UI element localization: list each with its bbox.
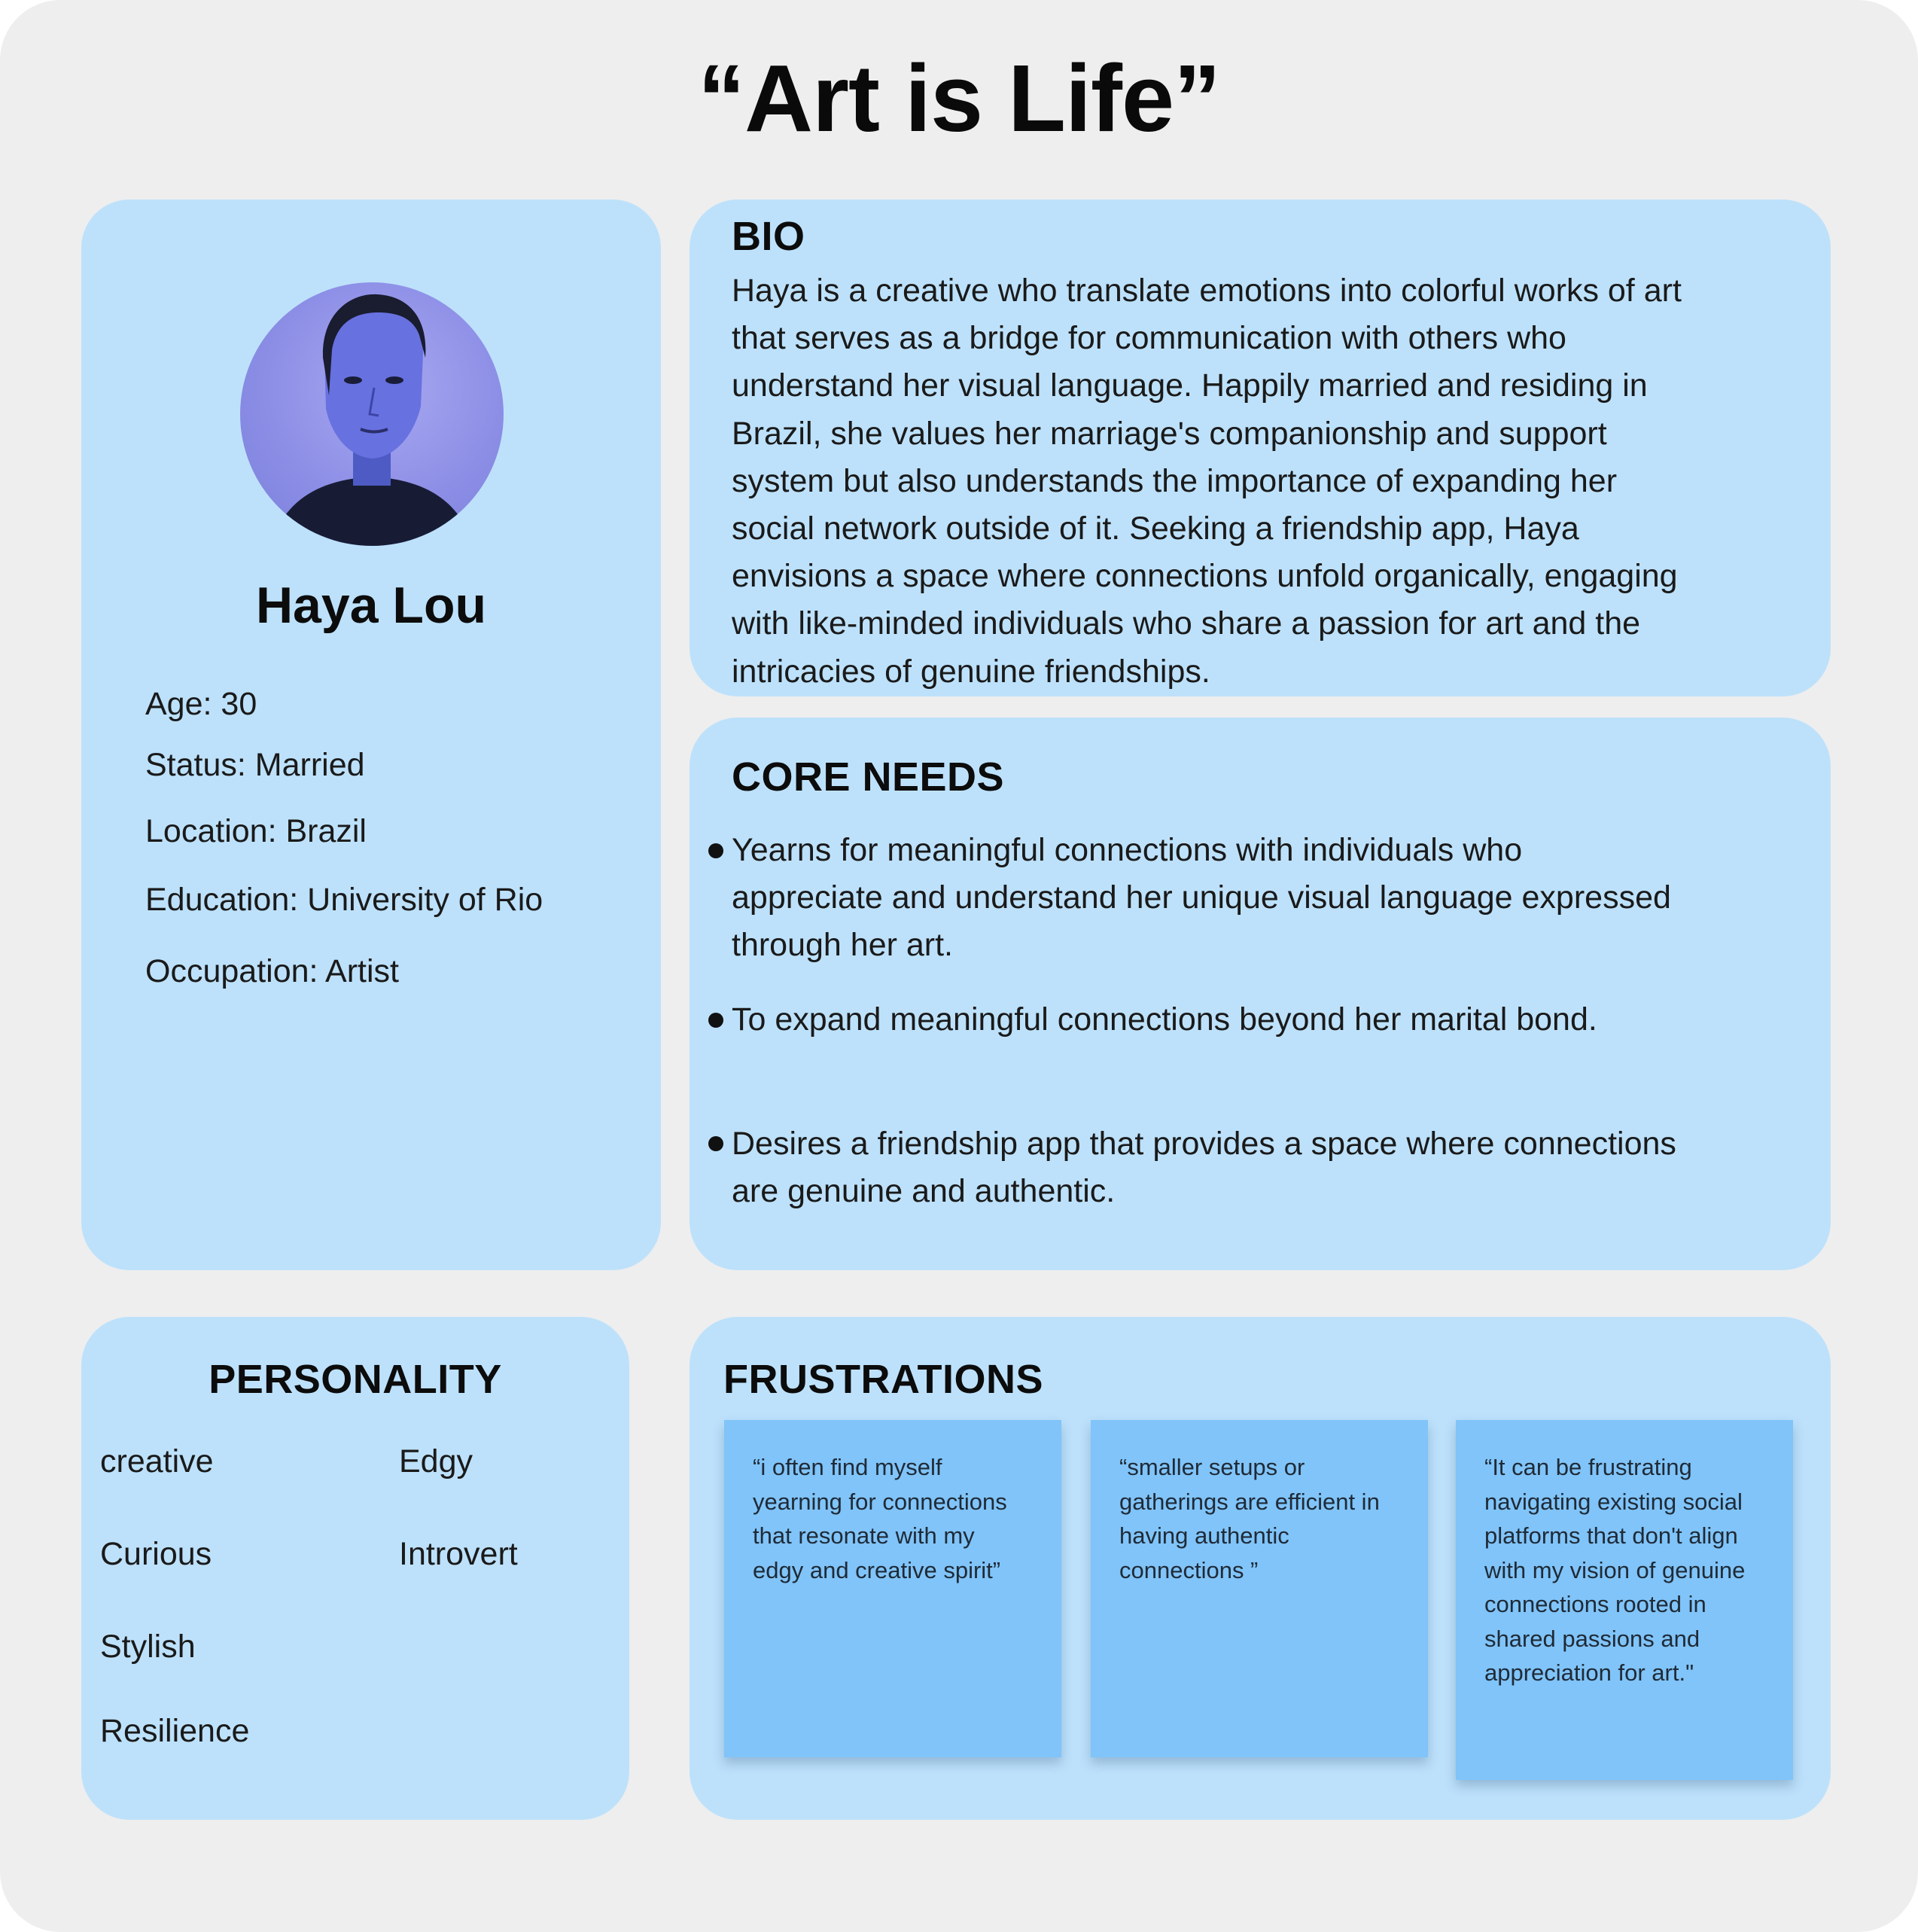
persona-quote-title: “Art is Life” bbox=[697, 45, 1221, 151]
core-need-line: Yearns for meaningful connections with individuals who bbox=[732, 832, 1523, 868]
frustration-sticky-note bbox=[1091, 1420, 1428, 1757]
frustration-sticky-note bbox=[1456, 1420, 1793, 1780]
core-need-line: appreciate and understand her unique visual language expressed bbox=[732, 879, 1671, 916]
frustration-quote-line: “i often find myself bbox=[753, 1454, 942, 1480]
bullet-icon bbox=[708, 1013, 723, 1028]
frustration-quote bbox=[1484, 1450, 1786, 1690]
core-need-item bbox=[732, 827, 1816, 969]
frustration-quote-line: appreciation for art." bbox=[1484, 1659, 1694, 1686]
frustration-quote-line: “It can be frustrating bbox=[1484, 1454, 1692, 1480]
personality-card bbox=[81, 1317, 629, 1820]
bio-line: Haya is a creative who translate emotions into colorful works of art bbox=[732, 273, 1682, 309]
avatar-portrait-image bbox=[240, 282, 504, 546]
persona-location: Location: Brazil bbox=[145, 813, 367, 849]
frustration-quote-line: with my vision of genuine bbox=[1484, 1556, 1746, 1583]
frustration-quote-line: shared passions and bbox=[1484, 1625, 1700, 1652]
frustrations-heading: FRUSTRATIONS bbox=[723, 1357, 1043, 1402]
bio-text bbox=[732, 267, 1816, 696]
frustration-quote-line: having authentic bbox=[1119, 1522, 1289, 1549]
persona-education: Education: University of Rio bbox=[145, 882, 543, 918]
frustration-quote-line: platforms that don't align bbox=[1484, 1522, 1738, 1549]
persona-occupation: Occupation: Artist bbox=[145, 953, 399, 989]
personality-trait: Edgy bbox=[399, 1443, 473, 1479]
bio-line: system but also understands the importance of expanding her bbox=[732, 462, 1618, 499]
frustration-quote-line: connections ” bbox=[1119, 1556, 1259, 1583]
frustration-sticky-note bbox=[724, 1420, 1061, 1757]
bullet-icon bbox=[708, 843, 723, 858]
bio-line: Brazil, she values her marriage's companionship and support bbox=[732, 415, 1607, 452]
persona-name: Haya Lou bbox=[255, 577, 487, 634]
frustration-quote-line: yearning for connections bbox=[753, 1488, 1007, 1515]
bio-line: envisions a space where connections unfold organically, engaging bbox=[732, 558, 1678, 595]
core-need-line: are genuine and authentic. bbox=[732, 1173, 1116, 1209]
bio-line: social network outside of it. Seeking a friendship app, Haya bbox=[732, 510, 1579, 547]
personality-trait: Stylish bbox=[100, 1629, 196, 1665]
core-need-item bbox=[732, 996, 1816, 1044]
bullet-icon bbox=[708, 1136, 723, 1151]
personality-trait: Resilience bbox=[100, 1713, 250, 1749]
frustration-quote-line: gatherings are efficient in bbox=[1119, 1488, 1380, 1515]
bio-card bbox=[690, 200, 1831, 696]
frustration-quote-line: “smaller setups or bbox=[1119, 1454, 1305, 1480]
frustrations-card bbox=[690, 1317, 1831, 1820]
frustration-quote bbox=[753, 1450, 1054, 1587]
core-need-line: Desires a friendship app that provides a space where connections bbox=[732, 1126, 1676, 1162]
profile-card bbox=[81, 200, 661, 1270]
core-need-item bbox=[732, 1120, 1816, 1215]
bio-line: understand her visual language. Happily married and residing in bbox=[732, 367, 1648, 404]
bio-line: intricacies of genuine friendships. bbox=[732, 653, 1210, 690]
personality-trait: Introvert bbox=[399, 1536, 518, 1572]
personality-heading: PERSONALITY bbox=[209, 1357, 502, 1402]
core-need-line: To expand meaningful connections beyond her marital bond. bbox=[732, 1001, 1597, 1038]
bio-line: that serves as a bridge for communication with others who bbox=[732, 320, 1566, 357]
frustration-quote-line: connections rooted in bbox=[1484, 1591, 1706, 1617]
frustration-quote-line: navigating existing social bbox=[1484, 1488, 1743, 1515]
core-needs-card bbox=[690, 718, 1831, 1270]
frustration-quote bbox=[1119, 1450, 1420, 1587]
personality-trait: creative bbox=[100, 1443, 214, 1479]
bio-heading: BIO bbox=[732, 214, 805, 259]
persona-status: Status: Married bbox=[145, 747, 365, 783]
bio-line: with like-minded individuals who share a passion for art and the bbox=[732, 605, 1641, 642]
core-needs-heading: CORE NEEDS bbox=[732, 754, 1005, 800]
personality-trait: Curious bbox=[100, 1536, 212, 1572]
core-need-line: through her art. bbox=[732, 927, 954, 963]
avatar bbox=[240, 282, 504, 546]
persona-age: Age: 30 bbox=[145, 686, 257, 722]
frustration-quote-line: edgy and creative spirit” bbox=[753, 1556, 1001, 1583]
frustration-quote-line: that resonate with my bbox=[753, 1522, 975, 1549]
